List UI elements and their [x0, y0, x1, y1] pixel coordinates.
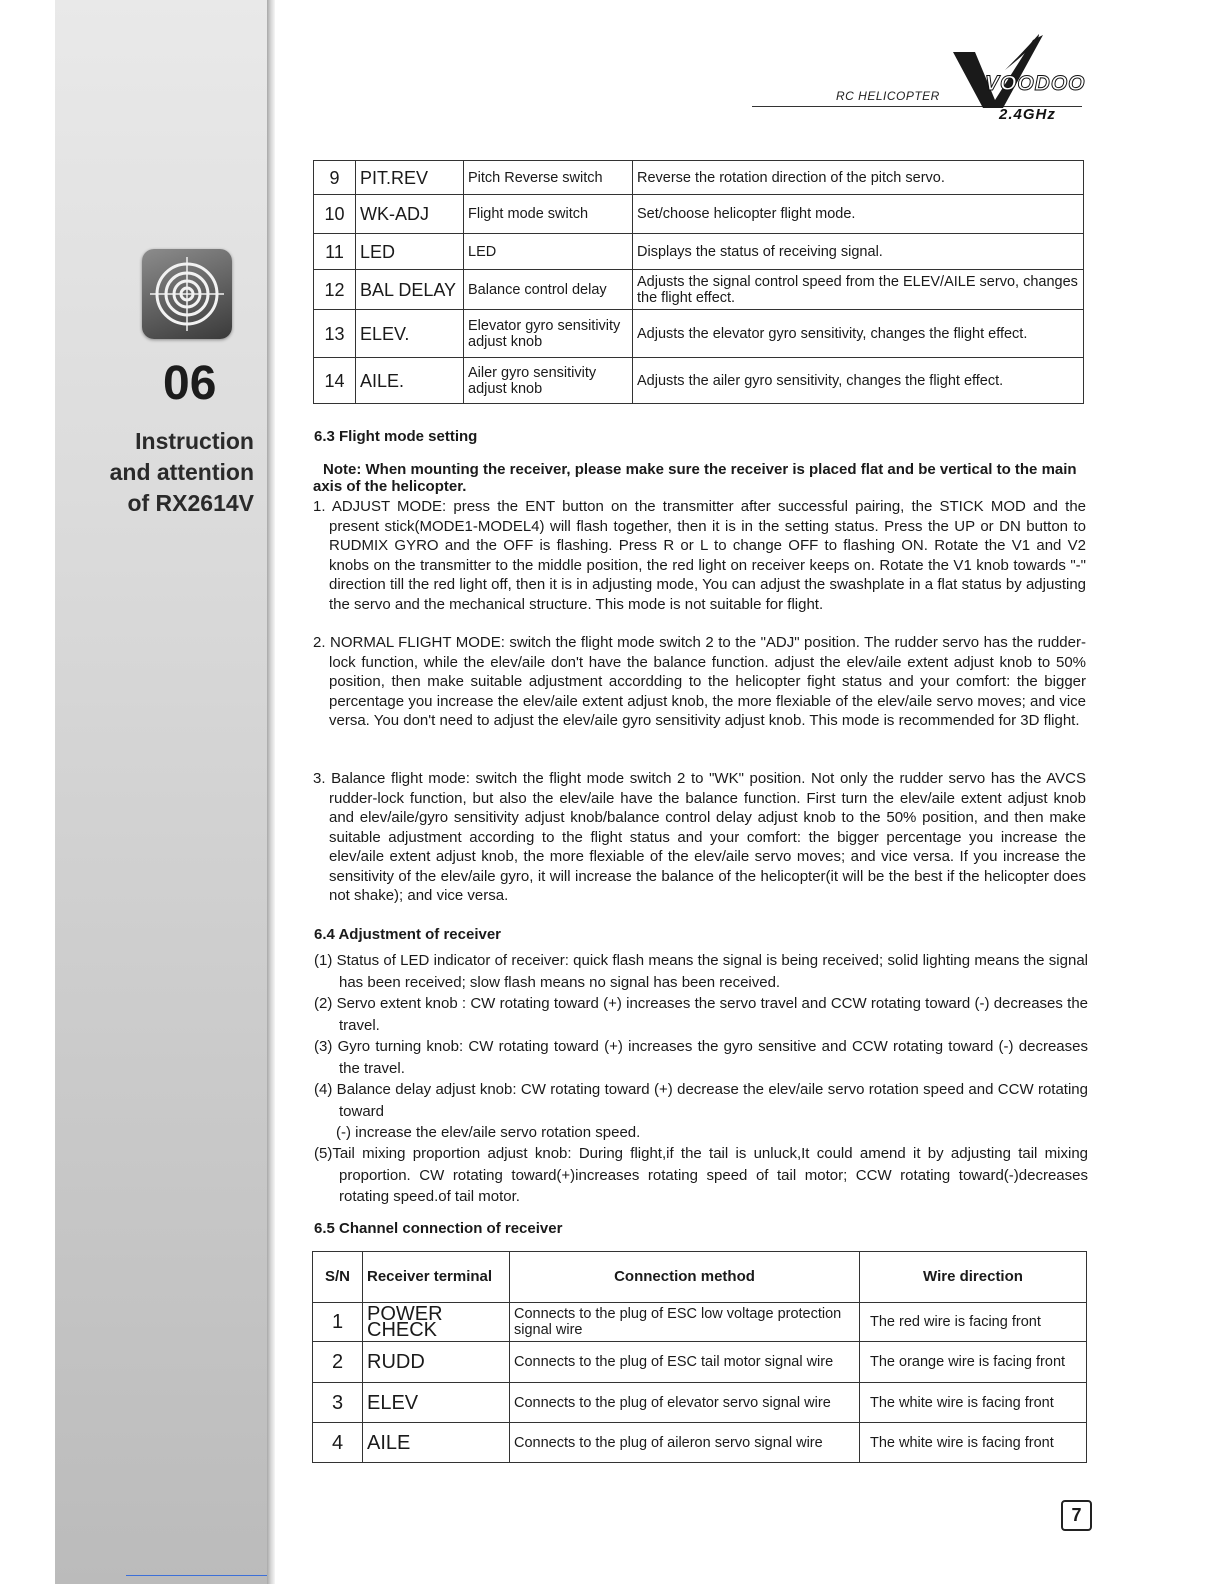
list-item: (2) Servo extent knob : CW rotating toward (+) increases the servo travel and CCW rotating toward (-) decreases the travel. — [314, 995, 1088, 1034]
sidebar-underline — [126, 1575, 267, 1576]
row-number: 11 — [314, 234, 356, 270]
paragraph-adjust-mode: 1. ADJUST MODE: press the ENT button on the transmitter after successful pairing, the STICK MOD and the present stick(MODE1-MODEL4) will flash together, then it is in the setting status. Press the UP or DN button to RUDMIX GYRO and the OFF is flashing. Press R or L to change OFF to flashing ON. Rotate the V1 and V2 knobs on the transmitter to the middle position, the red light on receiver keeps on. Rotate the V1 knob towards "-" direction till the red light off, then it is in adjusting mode, You can adjust the swashplate in a flat status by adjusting the servo and the mechanical structure. This mode is not suitable for flight. — [313, 498, 1086, 613]
row-description: Adjusts the signal control speed from the ELEV/AILE servo, changes the flight effect. — [633, 270, 1084, 310]
column-header: Receiver terminal — [363, 1252, 510, 1303]
row-number: 10 — [314, 195, 356, 234]
row-description: Adjusts the ailer gyro sensitivity, changes the flight effect. — [633, 358, 1084, 404]
mounting-note: Note: When mounting the receiver, please make sure the receiver is placed flat and be vertical to the main axis of the helicopter. — [313, 461, 1077, 495]
sidebar-panel — [55, 0, 267, 1584]
row-name: PIT.REV — [356, 161, 464, 195]
row-sn: 4 — [313, 1423, 363, 1463]
table-header-row — [313, 1252, 1087, 1303]
row-description: Displays the status of receiving signal. — [633, 234, 1084, 270]
row-wire: The orange wire is facing front — [860, 1342, 1087, 1383]
row-function: Pitch Reverse switch — [464, 161, 633, 195]
row-number: 14 — [314, 358, 356, 404]
row-function: Ailer gyro sensitivity adjust knob — [464, 358, 633, 404]
list-item: (4) Balance delay adjust knob: CW rotating toward (+) decrease the elev/aile servo rotation speed and CCW rotating toward — [314, 1081, 1088, 1120]
paragraph-normal-flight-mode: 2. NORMAL FLIGHT MODE: switch the flight mode switch 2 to the "ADJ" position. The rudder servo has the rudder-lock function, while the elev/aile don't have the balance function. adjust the elev/aile extent adjust knob to 50% position, then make suitable adjustment accordding to the helicopter fight status and your comfort: the bigger percentage you increase the elev/aile extent adjust knob, the more flexiable of the elev/aile servo moves; and vice versa. You don't need to adjust the elev/aile gyro sensitivity adjust knob. This mode is recommended for 3D flight. — [313, 634, 1086, 729]
row-name: AILE. — [356, 358, 464, 404]
table-row — [313, 1303, 1087, 1342]
target-icon — [142, 249, 232, 339]
row-description: Adjusts the elevator gyro sensitivity, changes the flight effect. — [633, 310, 1084, 358]
row-wire: The red wire is facing front — [860, 1303, 1087, 1342]
row-description: Reverse the rotation direction of the pitch servo. — [633, 161, 1084, 195]
row-terminal: POWER CHECK — [363, 1303, 510, 1342]
channel-connection-table — [312, 1251, 1087, 1463]
row-number: 13 — [314, 310, 356, 358]
row-function: Flight mode switch — [464, 195, 633, 234]
list-item: (-) increase the elev/aile servo rotation speed. — [336, 1124, 641, 1141]
row-name: LED — [356, 234, 464, 270]
chapter-title-line: of RX2614V — [127, 490, 254, 516]
table-row — [313, 1423, 1087, 1463]
row-sn: 2 — [313, 1342, 363, 1383]
table-row — [313, 1342, 1087, 1383]
row-wire: The white wire is facing front — [860, 1383, 1087, 1423]
list-item: (5)Tail mixing proportion adjust knob: During flight,if the tail is unluck,It could amend it by adjusting tail mixing proportion. CW rotating toward(+)increases rotating speed of tail motor; CCW rotating toward(-)decreases rotating speed.of tail motor. — [314, 1145, 1088, 1205]
chapter-title — [34, 426, 254, 519]
row-number: 12 — [314, 270, 356, 310]
chapter-title-line: and attention — [109, 459, 254, 485]
row-terminal: ELEV — [363, 1383, 510, 1423]
table-row — [313, 1383, 1087, 1423]
table-row — [314, 161, 1084, 195]
table-row — [314, 310, 1084, 358]
row-terminal: AILE — [363, 1423, 510, 1463]
table-row — [314, 234, 1084, 270]
function-table — [313, 160, 1084, 404]
column-header: Connection method — [510, 1252, 860, 1303]
row-wire: The white wire is facing front — [860, 1423, 1087, 1463]
row-terminal: RUDD — [363, 1342, 510, 1383]
header-label: RC HELICOPTER — [836, 89, 940, 103]
row-function: LED — [464, 234, 633, 270]
page-number: 7 — [1061, 1500, 1092, 1531]
chapter-number: 06 — [163, 357, 217, 410]
section-heading-channel-connection: 6.5 Channel connection of receiver — [314, 1220, 563, 1237]
row-method: Connects to the plug of aileron servo signal wire — [510, 1423, 860, 1463]
row-name: ELEV. — [356, 310, 464, 358]
row-description: Set/choose helicopter flight mode. — [633, 195, 1084, 234]
table-row — [314, 270, 1084, 310]
brand-logo-subtitle: 2.4GHz — [999, 106, 1056, 123]
row-name: BAL DELAY — [356, 270, 464, 310]
sidebar-edge — [267, 0, 275, 1584]
row-function: Balance control delay — [464, 270, 633, 310]
section-heading-adjustment: 6.4 Adjustment of receiver — [314, 926, 502, 943]
row-name: WK-ADJ — [356, 195, 464, 234]
list-item: (1) Status of LED indicator of receiver: quick flash means the signal is being received; solid lighting means the signal has been received; slow flash means no signal has been received. — [314, 952, 1088, 991]
section-heading-flight-mode: 6.3 Flight mode setting — [314, 428, 478, 445]
brand-logo-text: VOODOO — [985, 72, 1086, 95]
row-function: Elevator gyro sensitivity adjust knob — [464, 310, 633, 358]
row-number: 9 — [314, 161, 356, 195]
row-sn: 3 — [313, 1383, 363, 1423]
row-method: Connects to the plug of ESC tail motor signal wire — [510, 1342, 860, 1383]
row-sn: 1 — [313, 1303, 363, 1342]
table-row — [314, 358, 1084, 404]
column-header: Wire direction — [860, 1252, 1087, 1303]
row-method: Connects to the plug of elevator servo signal wire — [510, 1383, 860, 1423]
chapter-title-line: Instruction — [135, 428, 254, 454]
list-item: (3) Gyro turning knob: CW rotating toward (+) increases the gyro sensitive and CCW rotating toward (-) decreases the travel. — [314, 1038, 1088, 1077]
row-method: Connects to the plug of ESC low voltage protection signal wire — [510, 1303, 860, 1342]
paragraph-balance-flight-mode: 3. Balance flight mode: switch the flight mode switch 2 to "WK" position. Not only the rudder servo has the AVCS rudder-lock function, but also the elev/aile have the balance function. First turn the elev/aile extent adjust knob and elev/aile/gyro sensitivity adjust knob/balance control delay adjust knob to the 50% position, and then make suitable adjustment according to the flight status and your comfort: the bigger percentage you increase the elev/aile extent adjust knob, the more flexiable of the elev/aile servo moves; and vice versa. If you increase the sensitivity of the elev/aile gyro, it will increase the balance of the helicopter(it will be the best if the helicopter does not shake); and vice versa. — [313, 770, 1086, 904]
column-header: S/N — [313, 1252, 363, 1303]
table-row — [314, 195, 1084, 234]
